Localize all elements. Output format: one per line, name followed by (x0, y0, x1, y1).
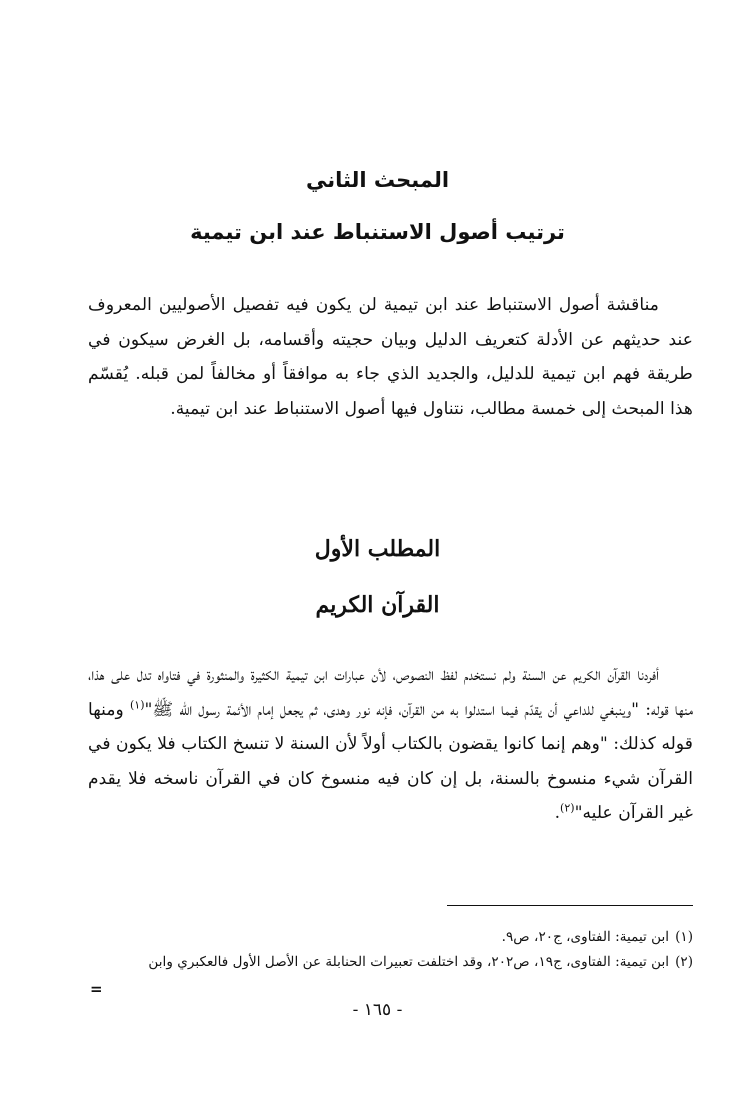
chapter-title: ترتيب أصول الاستنباط عند ابن تيمية (190, 220, 565, 244)
continuation-mark: = (90, 980, 103, 998)
quran-paragraph (88, 658, 693, 831)
footnote-2-number: (٢) (675, 954, 693, 970)
subsection-title: المطلب الأول (314, 536, 441, 562)
subsection-heading: القرآن الكريم (315, 592, 440, 618)
footnote-ref-2[interactable]: (٢) (560, 801, 575, 815)
footnote-1-text: ابن تيمية: الفتاوى، ج٢٠، ص٩. (501, 929, 670, 945)
quran-paragraph-part2: ومنها قوله كذلك: "وهم إنما كانوا يقضون بالكتاب أولاً لأن السنة لا تنسخ الكتاب فلا يكون في القرآن شيء منسوخ بالسنة، بل إن كان فيه منسوخ كان في القرآن ناسخه فلا يقدم غير القرآن عليه" (88, 699, 693, 823)
footnotes (88, 925, 693, 975)
page-number: - ١٦٥ - (352, 1000, 403, 1020)
footnote-1-number: (١) (675, 929, 693, 945)
footnote-1 (88, 925, 693, 950)
quran-paragraph-part1: أفردنا القرآن الكريم عن السنة ولم نستخدم لفظ النصوص، لأن عبارات ابن تيمية الكثيرة والمنثورة في فتاواه تدل على هذا، منها قوله: "وينبغي للداعي أن يقدّم فيما استدلوا به من القرآن، فإنه نور وهدى، ثم يجعل إمام الأئمة رسول الله ﷺ" (88, 665, 693, 720)
section-title: المبحث الثاني (305, 168, 450, 192)
footnote-ref-1[interactable]: (١) (130, 697, 145, 711)
intro-paragraph: مناقشة أصول الاستنباط عند ابن تيمية لن يكون فيه تفصيل الأصوليين المعروف عند حديثهم عن الأدلة كتعريف الدليل وبيان حجيته وأقسامه، بل الغرض سيكون في طريقة فهم ابن تيمية للدليل، والجديد الذي جاء به موافقاً أو مخالفاً لمن قبله. يُقسّم هذا المبحث إلى خمسة مطالب، نتناول فيها أصول الاستنباط عند ابن تيمية. (88, 295, 693, 419)
footnote-divider (447, 905, 693, 906)
footnote-2 (88, 950, 693, 975)
footnote-2-text: ابن تيمية: الفتاوى، ج١٩، ص٢٠٢، وقد اختلفت تعبيرات الحنابلة عن الأصل الأول فالعكبري وابن (148, 954, 670, 970)
quran-paragraph-part3: . (554, 803, 561, 823)
